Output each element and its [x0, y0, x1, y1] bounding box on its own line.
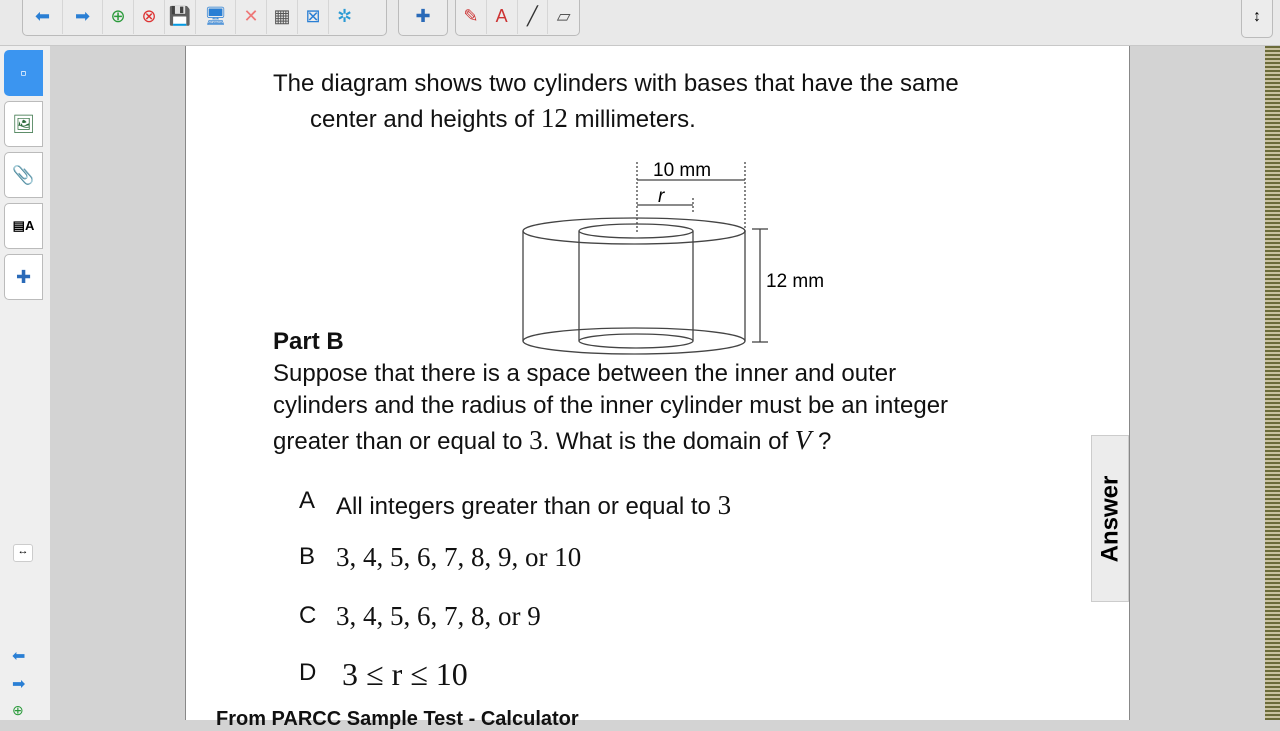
- next-page-icon[interactable]: ➡: [12, 676, 26, 693]
- add-page-small-icon[interactable]: ⊕: [12, 702, 24, 718]
- variable: V: [794, 425, 812, 455]
- add-on-icon[interactable]: ✚: [415, 5, 431, 26]
- line-icon[interactable]: ╱: [518, 0, 549, 34]
- number: 3: [529, 425, 543, 455]
- answer-tab[interactable]: [1091, 435, 1129, 602]
- option-text: 3, 4, 5, 6, 7, 8, 9, or 10: [336, 542, 582, 572]
- cylinders-diagram: [500, 150, 880, 365]
- option-text: [336, 490, 731, 521]
- height-label: 12 mm: [766, 271, 825, 292]
- page-sorter-icon[interactable]: ▫: [4, 50, 43, 96]
- option-letter: B: [299, 543, 316, 570]
- text: millimeters.: [567, 106, 696, 133]
- back-arrow-icon[interactable]: ⬅: [23, 0, 63, 34]
- question-body-line3: [273, 425, 831, 456]
- clear-page-icon[interactable]: ⊠: [298, 0, 329, 34]
- number: 12: [540, 103, 568, 133]
- option-text: 3 ≤ r ≤ 10: [342, 656, 468, 692]
- text: All integers greater than or equal to: [336, 493, 718, 520]
- text: . What is the domain of: [542, 428, 795, 455]
- previous-page-icon[interactable]: ⬅: [12, 648, 26, 665]
- screen-capture-icon[interactable]: 🖥: [196, 0, 236, 34]
- gallery-icon[interactable]: 🖼: [4, 101, 43, 147]
- option-text: 3, 4, 5, 6, 7, 8, or 9: [336, 601, 541, 631]
- answer-tab-label: Answer: [1096, 475, 1124, 562]
- window-edge: [1265, 46, 1280, 720]
- save-icon[interactable]: 💾: [165, 0, 196, 34]
- properties-icon[interactable]: ▤A: [4, 203, 43, 249]
- text: ?: [811, 428, 832, 455]
- pens-icon[interactable]: ✎: [456, 0, 487, 34]
- resize-sidebar-button[interactable]: ↔: [13, 544, 33, 562]
- option-letter: A: [299, 487, 316, 514]
- number: 3: [717, 490, 732, 520]
- question-body-line2: cylinders and the radius of the inner cylinder must be an integer: [273, 392, 949, 419]
- add-ons-icon[interactable]: ✚: [4, 254, 43, 300]
- table-icon[interactable]: ▦: [267, 0, 298, 34]
- toolbar-expand-button[interactable]: [1241, 0, 1273, 38]
- text-icon[interactable]: A: [487, 0, 518, 34]
- expand-icon: ↕: [1253, 8, 1261, 25]
- delete-page-icon[interactable]: ⊗: [134, 0, 165, 34]
- attachments-icon[interactable]: 📎: [4, 152, 43, 198]
- text: center and heights of: [310, 106, 541, 133]
- toolbar-group-main: [22, 0, 387, 36]
- option-letter: C: [299, 602, 317, 629]
- sidebar-tabs: [0, 46, 50, 720]
- part-heading: Part B: [273, 328, 344, 355]
- delete-icon[interactable]: ✕: [236, 0, 267, 34]
- outer-radius-label: 10 mm: [653, 160, 712, 181]
- gadget-icon[interactable]: ✲: [336, 5, 353, 26]
- text: greater than or equal to: [273, 428, 530, 455]
- add-page-icon[interactable]: ⊕: [103, 0, 134, 34]
- question-body-line1: Suppose that there is a space between the inner and outer: [273, 360, 897, 387]
- inner-radius-label: r: [658, 186, 665, 207]
- toolbar-group-addons: [398, 0, 448, 36]
- question-intro-line2: [310, 103, 696, 134]
- question-intro-line1: The diagram shows two cylinders with bases that have the same: [273, 70, 959, 97]
- eraser-icon[interactable]: ▱: [556, 5, 571, 26]
- option-letter: D: [299, 659, 317, 686]
- toolbar-group-tools: [455, 0, 580, 36]
- forward-arrow-icon[interactable]: ➡: [63, 0, 103, 34]
- toolbar: [0, 0, 1280, 46]
- source-note: From PARCC Sample Test - Calculator: [216, 708, 579, 730]
